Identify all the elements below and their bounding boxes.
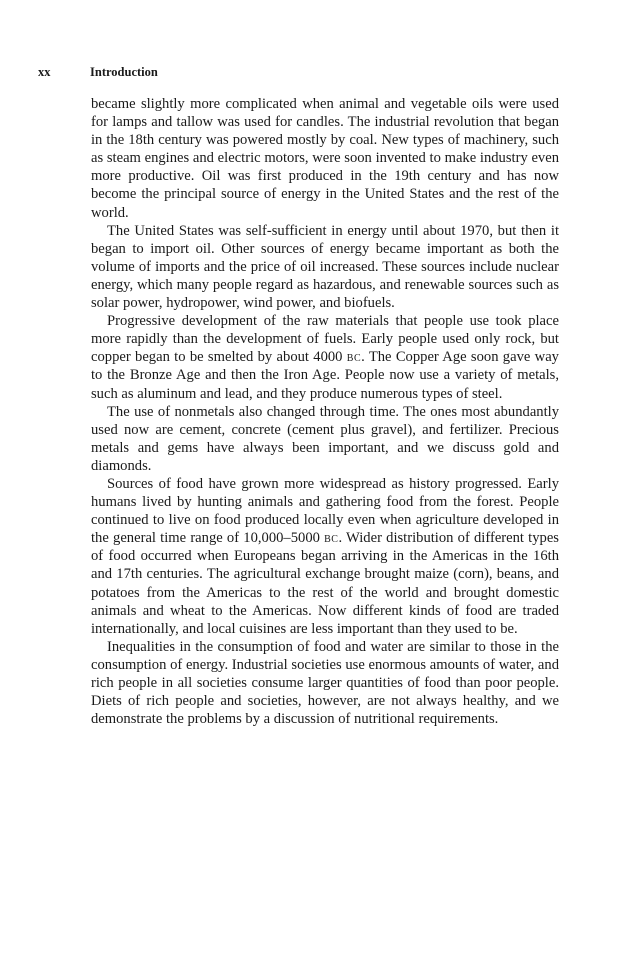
- paragraph-text: Sources of food have grown more widespread as history progressed. Early humans lived by hunting animals and gathering food from the forest. People continued to live on food produced locally even when agriculture developed in the general time range of 10,000–5000: [91, 475, 559, 547]
- paragraph-text: . The Copper Age soon gave way to the Bronze Age and then the Iron Age. People now use a variety of metals, such as aluminum and lead, and they produce numerous types of steel.: [91, 349, 559, 402]
- paragraph-continued: became slightly more complicated when animal and vegetable oils were used for lamps and tallow was used for candles. The industrial revolution that began in the 18th century was powered mostly by coal. New types of machinery, such as steam engines and electric motors, were soon invented to make industry even more productive. Oil was first produced in the 19th century and has now become the principal source of energy in the United States and the rest of the world.: [91, 96, 559, 221]
- body-text: [91, 95, 559, 728]
- paragraph-food-sources: [91, 475, 559, 638]
- paragraph-text: Progressive development of the raw materials that people use took place more rapidly than the development of fuels. Early people used only rock, but copper began to be smelted by about 4000: [91, 313, 559, 366]
- paragraph-energy-imports: The United States was self-sufficient in energy until about 1970, but then it began to import oil. Other sources of energy became important as both the volume of imports and the price of oil increased. These sources include nuclear energy, which many people regard as hazardous, and renewable sources such as solar power, hydropower, wind power, and biofuels.: [91, 222, 559, 312]
- era-abbreviation: bc: [346, 349, 362, 366]
- section-title: Introduction: [90, 65, 158, 79]
- paragraph-raw-materials: [91, 312, 559, 402]
- page-number: xx: [38, 65, 51, 79]
- paragraph-text: . Wider distribution of different types of food occurred when Europeans began arriving in the Americas in the 16th and 17th centuries. The agricultural exchange brought maize (corn), beans, and potatoes from the Americas to the rest of the world and brought domestic animals and wheat to the Americas. Now different kinds of food are traded internationally, and local cuisines are less important than they used to be.: [91, 530, 559, 637]
- paragraph-nonmetals: The use of nonmetals also changed through time. The ones most abundantly used now are cement, concrete (cement plus gravel), and fertilizer. Precious metals and gems have always been important, and we discuss gold and diamonds.: [91, 403, 559, 474]
- paragraph-inequalities: Inequalities in the consumption of food and water are similar to those in the consumption of energy. Industrial societies use enormous amounts of water, and rich people in all societies consume larger quantities of food than poor people. Diets of rich people and societies, however, are not always healthy, and we demonstrate the problems by a discussion of nutritional requirements.: [91, 638, 559, 728]
- era-abbreviation: bc: [324, 530, 339, 547]
- running-head: [38, 64, 558, 80]
